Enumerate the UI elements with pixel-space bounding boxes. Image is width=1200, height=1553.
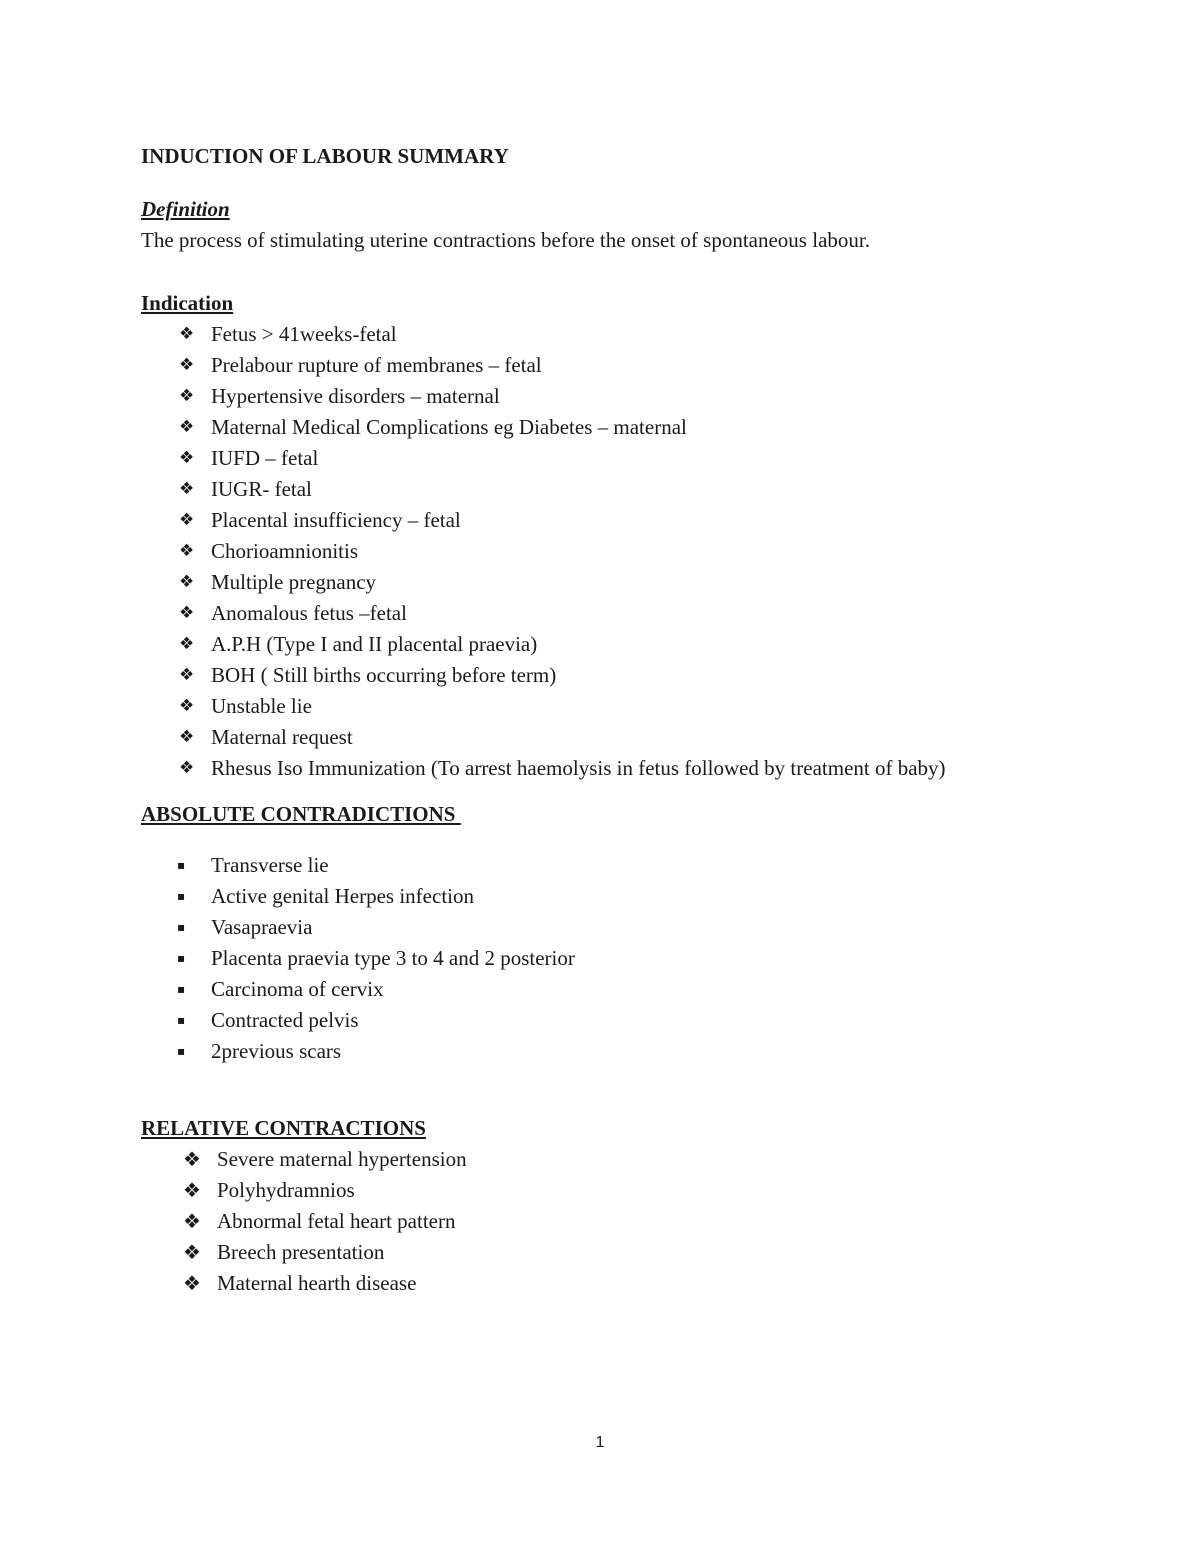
bullet-icon: ❖ bbox=[179, 479, 195, 499]
bullet-icon: ❖ bbox=[179, 603, 195, 623]
bullet-icon: ❖ bbox=[179, 541, 195, 561]
list-item bbox=[141, 974, 1081, 1005]
bullet-icon: ❖ bbox=[179, 355, 195, 375]
list-item-text: BOH ( Still births occurring before term) bbox=[211, 663, 557, 687]
page-number: 1 bbox=[595, 1434, 605, 1451]
list-item-text: A.P.H (Type I and II placental praevia) bbox=[211, 632, 538, 656]
list-item-text: Vasapraevia bbox=[211, 915, 313, 939]
list-item-text: Active genital Herpes infection bbox=[211, 884, 474, 908]
list-item bbox=[141, 629, 1081, 660]
indication-list bbox=[141, 319, 1081, 784]
document-body bbox=[141, 141, 1081, 1299]
list-item bbox=[141, 412, 1081, 443]
list-item-text: Placenta praevia type 3 to 4 and 2 posterior bbox=[211, 946, 575, 970]
list-item-text: Polyhydramnios bbox=[217, 1178, 355, 1202]
list-item-text: Hypertensive disorders – maternal bbox=[211, 384, 500, 408]
list-item-text: Unstable lie bbox=[211, 694, 312, 718]
list-item bbox=[141, 850, 1081, 881]
list-item-text: Abnormal fetal heart pattern bbox=[217, 1209, 456, 1233]
bullet-icon: ▪ bbox=[177, 858, 186, 872]
list-item-text: Chorioamnionitis bbox=[211, 539, 358, 563]
document-title: INDUCTION OF LABOUR SUMMARY bbox=[141, 144, 509, 168]
bullet-icon: ❖ bbox=[179, 758, 195, 778]
bullet-icon: ❖ bbox=[179, 727, 195, 747]
list-item bbox=[141, 660, 1081, 691]
list-item bbox=[141, 1036, 1081, 1067]
bullet-icon: ❖ bbox=[179, 448, 195, 468]
list-item bbox=[141, 1206, 1081, 1237]
list-item-text: Maternal Medical Complications eg Diabetes – maternal bbox=[211, 415, 687, 439]
list-item bbox=[141, 319, 1081, 350]
list-item bbox=[141, 536, 1081, 567]
list-item bbox=[141, 1268, 1081, 1299]
list-item bbox=[141, 381, 1081, 412]
list-item-text: Placental insufficiency – fetal bbox=[211, 508, 461, 532]
list-item-text: Multiple pregnancy bbox=[211, 570, 377, 594]
bullet-icon: ▪ bbox=[177, 982, 186, 996]
list-item-text: Carcinoma of cervix bbox=[211, 977, 384, 1001]
list-item bbox=[141, 691, 1081, 722]
list-item-text: Maternal request bbox=[211, 725, 353, 749]
bullet-icon: ❖ bbox=[183, 1147, 201, 1171]
bullet-icon: ▪ bbox=[177, 920, 186, 934]
list-item-text: Contracted pelvis bbox=[211, 1008, 359, 1032]
list-item-text: Rhesus Iso Immunization (To arrest haemolysis in fetus followed by treatment of baby) bbox=[211, 756, 946, 780]
bullet-icon: ❖ bbox=[183, 1178, 201, 1202]
list-item-text: 2previous scars bbox=[211, 1039, 342, 1063]
list-item-text: Maternal hearth disease bbox=[217, 1271, 417, 1295]
list-item-text: Prelabour rupture of membranes – fetal bbox=[211, 353, 542, 377]
list-item-text: Breech presentation bbox=[217, 1240, 385, 1264]
indication-heading: Indication bbox=[141, 291, 234, 315]
list-item-text: IUGR- fetal bbox=[211, 477, 312, 501]
bullet-icon: ❖ bbox=[179, 510, 195, 530]
bullet-icon: ▪ bbox=[177, 1013, 186, 1027]
relative-contractions-heading: RELATIVE CONTRACTIONS bbox=[141, 1116, 426, 1140]
list-item-text: IUFD – fetal bbox=[211, 446, 319, 470]
bullet-icon: ▪ bbox=[177, 951, 186, 965]
bullet-icon: ❖ bbox=[183, 1240, 201, 1264]
bullet-icon: ❖ bbox=[179, 324, 195, 344]
bullet-icon: ❖ bbox=[179, 386, 195, 406]
bullet-icon: ❖ bbox=[179, 572, 195, 592]
list-item bbox=[141, 1175, 1081, 1206]
bullet-icon: ❖ bbox=[179, 417, 195, 437]
bullet-icon: ❖ bbox=[179, 665, 195, 685]
relative-contractions-list bbox=[141, 1144, 1081, 1299]
list-item-text: Anomalous fetus –fetal bbox=[211, 601, 407, 625]
list-item bbox=[141, 474, 1081, 505]
absolute-contradictions-list bbox=[141, 850, 1081, 1067]
list-item bbox=[141, 1237, 1081, 1268]
list-item bbox=[141, 350, 1081, 381]
list-item bbox=[141, 722, 1081, 753]
list-item-text: Fetus > 41weeks-fetal bbox=[211, 322, 397, 346]
list-item bbox=[141, 443, 1081, 474]
list-item bbox=[141, 753, 1081, 784]
bullet-icon: ▪ bbox=[177, 889, 186, 903]
list-item bbox=[141, 1005, 1081, 1036]
list-item bbox=[141, 912, 1081, 943]
list-item bbox=[141, 943, 1081, 974]
bullet-icon: ❖ bbox=[179, 696, 195, 716]
list-item bbox=[141, 1144, 1081, 1175]
list-item bbox=[141, 567, 1081, 598]
definition-heading: Definition bbox=[141, 197, 230, 221]
list-item-text: Severe maternal hypertension bbox=[217, 1147, 467, 1171]
definition-text: The process of stimulating uterine contractions before the onset of spontaneous labour. bbox=[141, 228, 870, 252]
bullet-icon: ❖ bbox=[183, 1209, 201, 1233]
bullet-icon: ▪ bbox=[177, 1044, 186, 1058]
list-item bbox=[141, 598, 1081, 629]
list-item bbox=[141, 505, 1081, 536]
bullet-icon: ❖ bbox=[179, 634, 195, 654]
list-item-text: Transverse lie bbox=[211, 853, 329, 877]
absolute-contradictions-heading: ABSOLUTE CONTRADICTIONS bbox=[141, 802, 461, 826]
bullet-icon: ❖ bbox=[183, 1271, 201, 1295]
list-item bbox=[141, 881, 1081, 912]
